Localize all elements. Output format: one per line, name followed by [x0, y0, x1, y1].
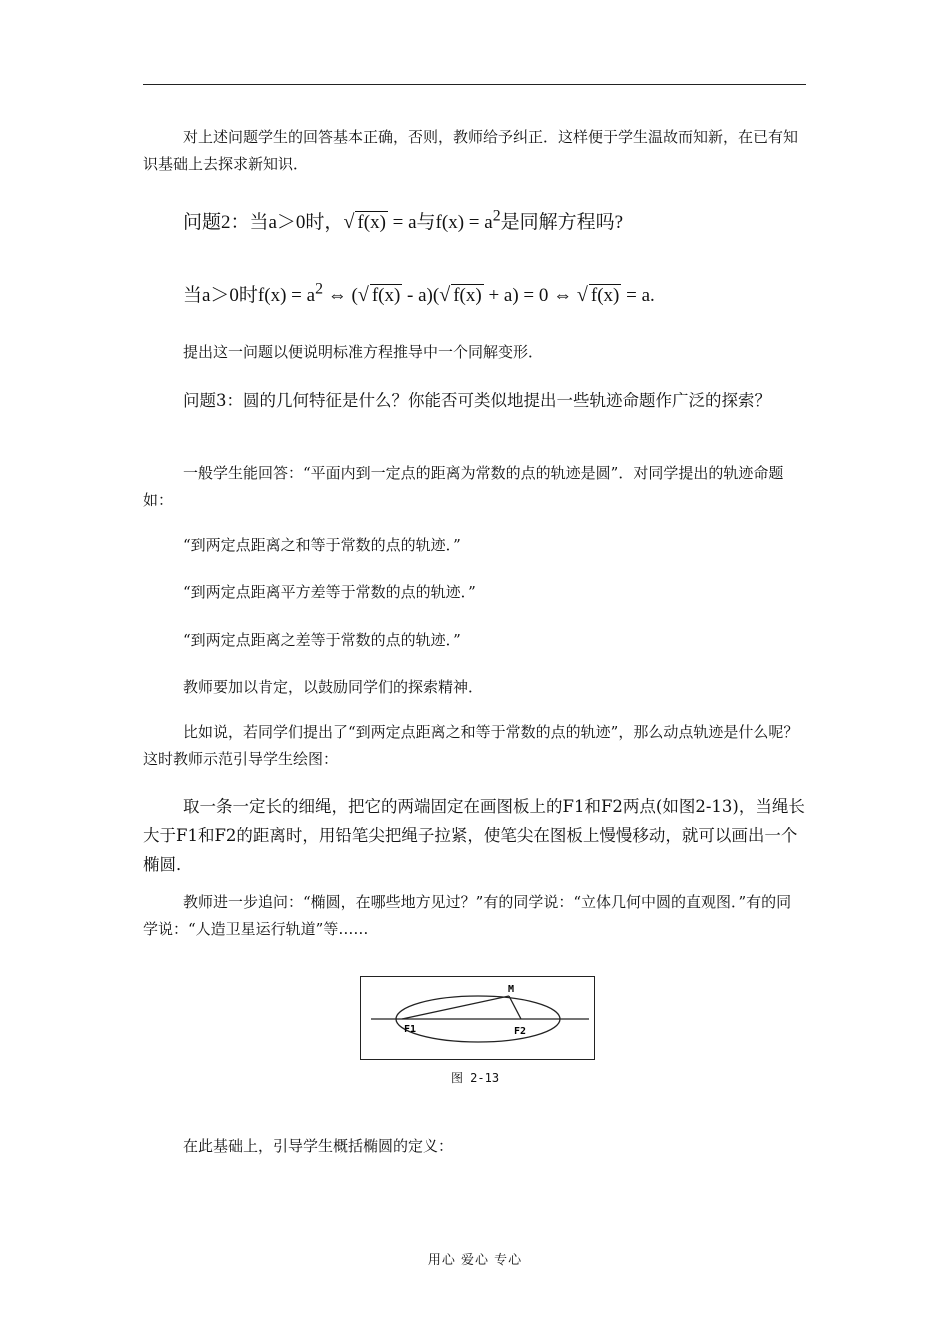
radicand: f(x) — [371, 285, 401, 306]
paragraph-encourage: 教师要加以肯定，以鼓励同学们的探索精神． — [183, 678, 484, 696]
figure-caption: 图 2-13 — [450, 1071, 500, 1085]
page-footer: 用心 爱心 专心 — [427, 1253, 523, 1268]
ellipse-figure — [360, 976, 595, 1060]
quote-sum: “到两定点距离之和等于常数的点的轨迹．” — [183, 536, 461, 554]
paragraph-correction: 对上述问题学生的回答基本正确，否则，教师给予纠正．这样便于学生温故而知新，在已有知识基础上去探求新知识． — [143, 128, 799, 173]
radicand: f(x) — [590, 285, 620, 306]
header-rule — [143, 84, 806, 85]
quote-square-difference: “到两定点距离平方差等于常数的点的轨迹．” — [183, 583, 476, 601]
radicand: f(x) — [453, 285, 482, 306]
label-f2: F2 — [514, 1026, 527, 1037]
paragraph-student-answer: 一般学生能回答：“平面内到一定点的距离为常数的点的轨迹是圆”．对同学提出的轨迹命题如： — [143, 464, 784, 509]
sqrt-symbol: √ — [439, 284, 451, 306]
sqrt-symbol: √ — [576, 284, 588, 306]
label-m: M — [508, 984, 515, 995]
plus-part: + a) = 0 ⇔ — [483, 285, 577, 306]
formula-question-2-lead: 问题2：当a＞0时， — [183, 212, 344, 233]
formula-equivalence — [183, 280, 655, 307]
sqrt-symbol: √ — [357, 284, 369, 306]
formula-question-2 — [183, 207, 623, 234]
exponent: 2 — [492, 207, 501, 225]
minus-part: - a)( — [402, 285, 440, 306]
paragraph-transformation: 提出这一问题以便说明标准方程推导中一个同解变形． — [183, 343, 544, 361]
formula-question-2-mid: = a与f(x) = a — [387, 212, 493, 233]
formula-equivalence-lead: 当a＞0时f(x) = a — [183, 285, 316, 306]
paragraph-drawing-method: 取一条一定长的细绳，把它的两端固定在画图板上的F1和F2两点(如图2-13)，当绳长大于F1和F2的距离时，用铅笔尖把绳子拉紧，使笔尖在图板上慢慢移动，就可以画出一个椭圆． — [143, 797, 805, 874]
paragraph-definition: 在此基础上，引导学生概括椭圆的定义： — [183, 1137, 454, 1155]
formula-question-2-tail: 是同解方程吗? — [500, 212, 624, 233]
formula-equivalence-tail: = a. — [621, 285, 655, 306]
exponent: 2 — [315, 280, 323, 298]
string-f1-m — [402, 996, 509, 1019]
paragraph-example: 比如说，若同学们提出了“到两定点距离之和等于常数的点的轨迹”，那么动点轨迹是什么呢？这时教师示范引导学生绘图： — [143, 723, 799, 768]
paragraph-follow-up: 教师进一步追问：“椭圆，在哪些地方见过？”有的同学说：“立体几何中圆的直观图．”有的同学说：“人造卫星运行轨道”等…… — [143, 893, 792, 938]
sqrt-symbol: √ — [343, 211, 355, 233]
label-f1: F1 — [404, 1024, 417, 1035]
quote-difference: “到两定点距离之差等于常数的点的轨迹．” — [183, 631, 461, 649]
ellipse-diagram — [361, 977, 593, 1058]
paragraph-question-3: 问题3：圆的几何特征是什么？你能否可类似地提出一些轨迹命题作广泛的探索？ — [183, 391, 771, 410]
radicand: f(x) — [357, 212, 386, 233]
iff-part: ⇔ ( — [323, 285, 358, 306]
